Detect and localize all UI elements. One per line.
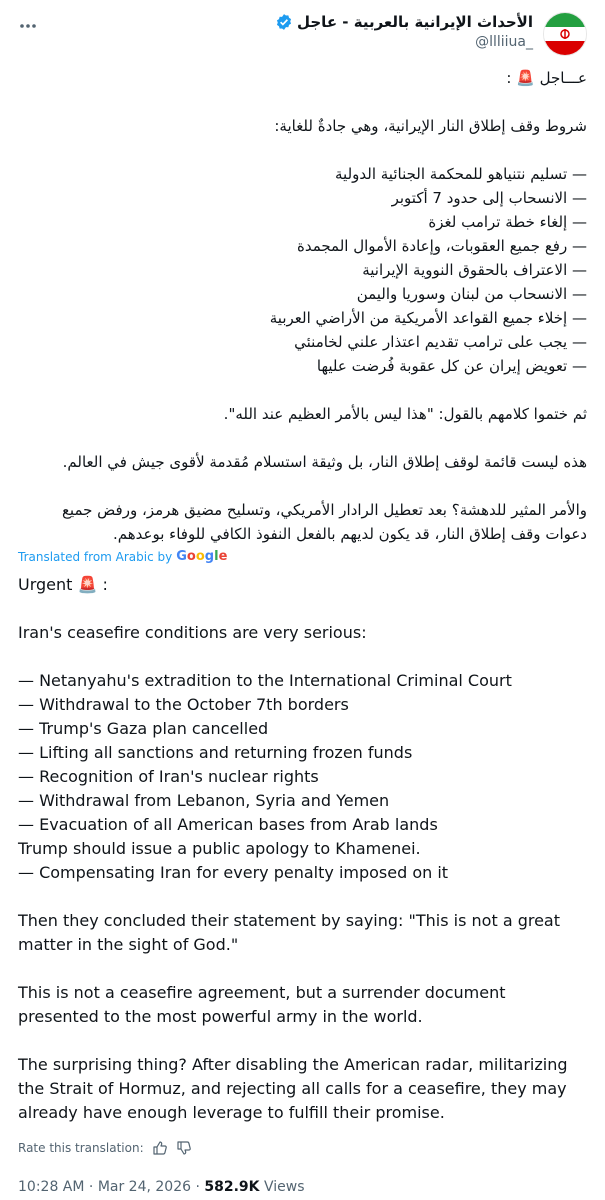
tweet-header xyxy=(0,0,605,70)
english-item: — Withdrawal to the October 7th borders xyxy=(18,695,349,714)
english-item: — Trump's Gaza plan cancelled xyxy=(18,719,269,738)
english-intro: Iran's ceasefire conditions are very serious: xyxy=(18,623,367,642)
arabic-not-ceasefire: هذه ليست قائمة لوقف إطلاق النار، بل وثيقة استسلام مُقدمة لأقوى جيش في العالم. xyxy=(62,453,587,471)
arabic-item: — تسليم نتنياهو للمحكمة الجنائية الدولية xyxy=(335,165,587,183)
arabic-item: — يجب على ترامب تقديم اعتذار علني لخامنئي xyxy=(294,333,587,351)
handle[interactable]: @llliiua_ xyxy=(475,34,533,50)
english-surprising: The surprising thing? After disabling the American radar, militarizing the Strait of Hormuz, and rejecting all calls for a ceasefire, they may already have enough leverage to fulfill their promise. xyxy=(18,1055,568,1122)
english-concluded: Then they concluded their statement by saying: "This is not a great matter in the sight of God." xyxy=(18,911,561,954)
english-item: — Lifting all sanctions and returning frozen funds xyxy=(18,743,413,762)
iran-flag-icon xyxy=(544,13,586,55)
verified-badge-icon xyxy=(275,13,293,31)
arabic-urgent: عـــاجل 🚨 : xyxy=(506,69,587,87)
post-date[interactable]: Mar 24, 2026 xyxy=(97,1179,192,1195)
rate-label: Rate this translation: xyxy=(18,1141,144,1155)
arabic-item: — تعويض إيران عن كل عقوبة فُرضت عليها xyxy=(316,357,587,375)
arabic-text xyxy=(19,66,587,546)
translation-label: Translated from Arabic by xyxy=(18,549,173,564)
views-count: 582.9K xyxy=(204,1179,260,1195)
arabic-surprising-line-2: دعوات وقف إطلاق النار، قد يكون لديهم بالفعل النفوذ الكافي للوفاء بوعدهم. xyxy=(113,525,587,543)
arabic-intro: شروط وقف إطلاق النار الإيرانية، وهي جادةٌ للغاية: xyxy=(274,117,587,135)
english-item: — Recognition of Iran's nuclear rights xyxy=(18,767,319,786)
meta-separator: · xyxy=(88,1179,94,1195)
arabic-item: — إلغاء خطة ترامب لغزة xyxy=(428,213,587,231)
english-item: — Netanyahu's extradition to the International Criminal Court xyxy=(18,671,512,690)
more-options-button[interactable] xyxy=(14,12,42,40)
arabic-item: — الاعتراف بالحقوق النووية الإيرانية xyxy=(362,261,587,279)
more-horizontal-icon xyxy=(18,16,38,36)
views-label: Views xyxy=(263,1179,305,1195)
tweet-meta xyxy=(18,1179,305,1195)
arabic-surprising-line-1: والأمر المثير للدهشة؟ بعد تعطيل الرادار الأمريكي، وتسليح مضيق هرمز، ورفض جميع xyxy=(61,501,587,519)
post-time[interactable]: 10:28 AM xyxy=(18,1179,85,1195)
arabic-concluded: ثم ختموا كلامهم بالقول: "هذا ليس بالأمر العظيم عند الله". xyxy=(223,405,587,423)
arabic-item: — الانسحاب إلى حدود 7 أكتوبر xyxy=(391,189,587,207)
arabic-item: — إخلاء جميع القواعد الأمريكية من الأراضي العربية xyxy=(269,309,587,327)
english-item: — Compensating Iran for every penalty imposed on it xyxy=(18,863,449,882)
google-logo: Google xyxy=(176,549,228,564)
english-translation xyxy=(18,573,590,1125)
english-item: — Evacuation of all American bases from Arab lands xyxy=(18,815,438,834)
english-urgent: Urgent 🚨 : xyxy=(18,575,108,594)
thumbs-up-icon[interactable] xyxy=(152,1140,168,1156)
rate-translation xyxy=(18,1140,192,1156)
english-not-ceasefire: This is not a ceasefire agreement, but a surrender document presented to the most powerful army in the world. xyxy=(18,983,506,1026)
english-item: — Withdrawal from Lebanon, Syria and Yemen xyxy=(18,791,390,810)
author-block[interactable] xyxy=(275,12,533,52)
thumbs-down-icon[interactable] xyxy=(176,1140,192,1156)
meta-separator: · xyxy=(195,1179,200,1195)
avatar[interactable] xyxy=(543,12,587,56)
display-name[interactable]: الأحداث الإيرانية بالعربية - عاجل xyxy=(296,13,533,31)
english-item: Trump should issue a public apology to Khamenei. xyxy=(18,839,421,858)
arabic-item: — الانسحاب من لبنان وسوريا واليمن xyxy=(356,285,587,303)
translation-attribution[interactable] xyxy=(18,549,227,564)
arabic-item: — رفع جميع العقوبات، وإعادة الأموال المجمدة xyxy=(296,237,587,255)
